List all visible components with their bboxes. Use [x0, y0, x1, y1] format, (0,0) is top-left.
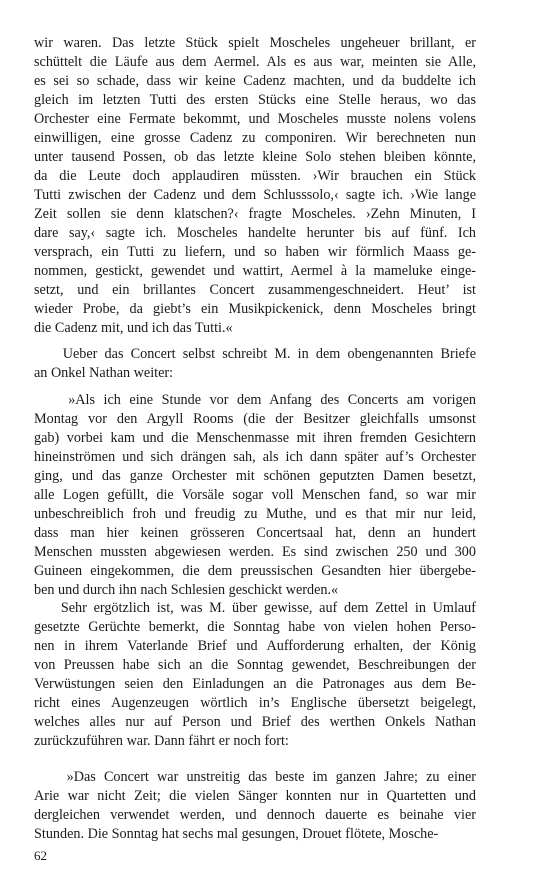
text-line: einwilligen, eine grosse Cadenz zu componiren. Wir berechneten nun: [34, 130, 476, 146]
text-line: die Cadenz mit, und ich das Tutti.«: [34, 320, 233, 336]
text-line: wir waren. Das letzte Stück spielt Moscheles ungeheuer brillant, er: [34, 35, 476, 51]
text-line: schüttelt die Läufe aus dem Aermel. Als es aus war, meinten sie Alle,: [34, 54, 476, 70]
text-line: »Das Concert war unstreitig das beste im ganzen Jahre; zu einer: [34, 769, 476, 785]
paragraph-concert-quote: [34, 391, 476, 600]
text-line: da die Leute doch applaudiren müssten. ›Wir brauchen ein Stück: [34, 168, 476, 184]
text-line: Zeit sollen sie denn klatschen?‹ fragte Moscheles. ›Zehn Minuten, I: [34, 206, 476, 222]
text-line: richt eines Augenzeugen wörtlich in’s Englische übersetzt beigelegt,: [34, 695, 476, 711]
text-line: welches alles nur auf Person und Brief des werthen Onkels Nathan: [34, 714, 476, 730]
paragraph-rumors: [34, 599, 476, 751]
text-line: ging, und das ganze Orchester mit schönen geputzten Damen besetzt,: [34, 468, 476, 484]
text-line: hineinströmen und sich drängen sah, als ich dann später auf’s Orchester: [34, 449, 476, 465]
text-line: Orchester eine Fermate bekommt, und Moscheles musste nolens volens: [34, 111, 476, 127]
text-line: alle Logen gefüllt, die Vorsäle sogar voll Menschen fand, so war mir: [34, 487, 476, 503]
text-line: versprach, ein Tutti zu liefern, und so haben wir förmlich Maass ge-: [34, 244, 476, 260]
text-line: Montag vor den Argyll Rooms (die der Besitzer gleichfalls umsonst: [34, 411, 476, 427]
text-line: an Onkel Nathan weiter:: [34, 365, 174, 381]
text-line: Guineen eingekommen, die dem preussischen Gesandten hier übergebe-: [34, 563, 476, 579]
text-line: wieder Probe, da giebt’s ein Musikpickenick, denn Moscheles bringt: [34, 301, 476, 317]
text-line: dass man hier keinen grösseren Concertsaal hat, denn an hundert: [34, 525, 476, 541]
text-line: nommen, gestickt, gewendet und wattirt, Aermel à la mameluke einge-: [34, 263, 476, 279]
text-line: von Preussen habe sich an die Sonntag gewendet, Beschreibungen der: [34, 657, 476, 673]
text-line: dare say,‹ sagte ich. Moscheles handelte herunter bis auf fünf. Ich: [34, 225, 476, 241]
text-line: Sehr ergötzlich ist, was M. über gewisse, auf dem Zettel in Umlauf: [34, 600, 476, 616]
text-line: gab) vorbei kam und die Menschenmasse mit ihren fremden Gesichtern: [34, 430, 476, 446]
text-line: Stunden. Die Sonntag hat sechs mal gesungen, Drouet flötete, Mosche-: [34, 826, 439, 842]
text-line: Verwüstungen seien den Einladungen an die Patronages aus dem Be-: [34, 676, 476, 692]
paragraph-concert-summary: [34, 768, 476, 844]
text-line: gesetzte Gerüchte bemerkt, die Sonntag habe von vielen hohen Perso-: [34, 619, 476, 635]
text-line: dergleichen verwendet werden, und dennoch dauerte es beinahe vier: [34, 807, 476, 823]
text-line: es sei so schade, dass wir keine Cadenz machten, und da buddelte ich: [34, 73, 476, 89]
text-line: unter tausend Possen, ob das letzte kleine Solo stehen bleiben könnte,: [34, 149, 476, 165]
text-line: zurückzuführen war. Dann fährt er noch fort:: [34, 733, 289, 749]
paragraph-concert-intro: [34, 345, 476, 383]
text-line: unbeschreiblich froh und freudig zu Muthe, und es that mir nur leid,: [34, 506, 476, 522]
text-line: Tutti zwischen der Cadenz und dem Schlusssolo,‹ sagte ich. ›Wie lange: [34, 187, 476, 203]
text-line: Menschen mussten abgewiesen werden. Es sind zwischen 250 und 300: [34, 544, 476, 560]
text-line: gleich im letzten Tutti des ersten Stücks eine Stelle heraus, wo das: [34, 92, 476, 108]
text-line: Ueber das Concert selbst schreibt M. in dem obengenannten Briefe: [34, 346, 476, 362]
text-line: ben und durch ihn nach Schlesien geschickt werden.«: [34, 582, 339, 598]
text-line: Arie war nicht Zeit; die vielen Sänger konnten nur in Quartetten und: [34, 788, 476, 804]
paragraph-letter-excerpt: [34, 34, 476, 338]
page-number: 62: [34, 848, 47, 863]
text-line: nen in ihrem Vaterlande Brief und Aufforderung erhalten, der König: [34, 638, 476, 654]
text-line: setzt, und ein brillantes Concert zusammengeschneidert. Heut’ ist: [34, 282, 476, 298]
text-line: »Als ich eine Stunde vor dem Anfang des Concerts am vorigen: [34, 392, 476, 408]
